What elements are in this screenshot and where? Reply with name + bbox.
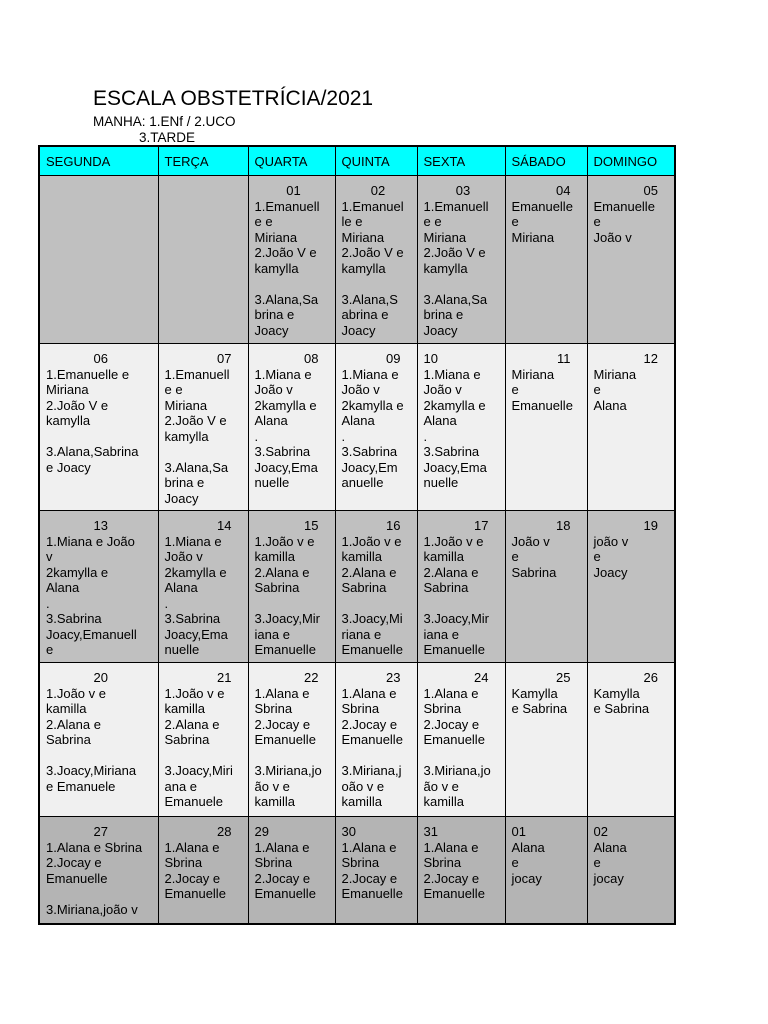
day-assignments: 1.Emanuell e e Miriana 2.João V e kamylla 3.Alana,Sa brina e Joacy bbox=[254, 198, 320, 338]
day-number: 09 bbox=[386, 351, 401, 366]
day-cell bbox=[158, 511, 248, 663]
day-cell bbox=[248, 344, 335, 511]
day-number: 30 bbox=[341, 824, 356, 839]
day-cell bbox=[39, 817, 158, 924]
day-cell bbox=[587, 176, 675, 344]
day-cell bbox=[417, 663, 505, 817]
day-cell bbox=[505, 817, 587, 924]
day-assignments: 1.Emanuell e e Miriana 2.João V e kamylla 3.Alana,Sa brina e Joacy bbox=[423, 198, 489, 338]
day-assignments: 1.Alana e Sbrina 2.Jocay e Emanuelle bbox=[423, 839, 485, 901]
day-cell bbox=[335, 176, 417, 344]
page-title: ESCALA OBSTETRÍCIA/2021 bbox=[93, 87, 374, 110]
day-number: 14 bbox=[217, 518, 232, 533]
day-cell bbox=[158, 663, 248, 817]
day-number: 20 bbox=[93, 670, 108, 685]
day-number: 04 bbox=[556, 183, 571, 198]
legend-line-2: 3.TARDE bbox=[139, 130, 196, 145]
week-row bbox=[39, 176, 675, 344]
day-number: 26 bbox=[643, 670, 658, 685]
weekday-header-row bbox=[39, 146, 675, 176]
day-cell bbox=[417, 511, 505, 663]
day-number: 02 bbox=[370, 183, 386, 198]
day-assignments: 1.Alana e Sbrina 2.Jocay e Emanuelle 3.Miriana,jo ão v e kamilla bbox=[423, 685, 491, 809]
day-number: 05 bbox=[643, 183, 658, 198]
day-number: 19 bbox=[643, 518, 658, 533]
header-segunda: SEGUNDA bbox=[39, 146, 158, 176]
header-sexta: SEXTA bbox=[417, 146, 505, 176]
header-domingo: DOMINGO bbox=[587, 146, 675, 176]
day-assignments: 1.João v e kamilla 2.Alana e Sabrina 3.Joacy,Mi riana e Emanuelle bbox=[341, 533, 403, 657]
day-assignments: 1.João v e kamilla 2.Alana e Sabrina 3.Joacy,Miriana e Emanuele bbox=[46, 685, 137, 794]
day-assignments: 1.Alana e Sbrina 2.Jocay e Emanuelle bbox=[164, 839, 226, 901]
schedule-table bbox=[38, 145, 676, 925]
header-quarta: QUARTA bbox=[248, 146, 335, 176]
day-assignments: 1.Alana e Sbrina 2.Jocay e Emanuelle 3.Miriana,jo ão v e kamilla bbox=[254, 685, 322, 809]
day-number: 10 bbox=[423, 351, 438, 366]
day-number: 18 bbox=[556, 518, 571, 533]
legend-line-1: MANHA: 1.ENf / 2.UCO bbox=[93, 114, 236, 129]
day-cell bbox=[248, 176, 335, 344]
day-cell bbox=[39, 663, 158, 817]
day-assignments: 1.Miana e João v 2kamylla e Alana . 3.Sabrina Joacy,Em anuelle bbox=[341, 366, 404, 490]
day-number: 25 bbox=[556, 670, 571, 685]
day-cell bbox=[587, 511, 675, 663]
day-number: 11 bbox=[557, 351, 571, 366]
day-assignments: 1.Alana e Sbrina 2.Jocay e Emanuelle bbox=[254, 839, 316, 901]
day-cell bbox=[158, 817, 248, 924]
day-number: 24 bbox=[474, 670, 489, 685]
day-number: 16 bbox=[386, 518, 401, 533]
day-number: 01 bbox=[286, 183, 301, 198]
day-assignments: 1.João v e kamilla 2.Alana e Sabrina 3.Joacy,Mir iana e Emanuelle bbox=[254, 533, 320, 657]
week-row bbox=[39, 663, 675, 817]
day-assignments: Emanuelle e Miriana bbox=[511, 198, 573, 245]
day-cell bbox=[505, 176, 587, 344]
day-cell bbox=[417, 176, 505, 344]
day-cell bbox=[505, 663, 587, 817]
day-number: 22 bbox=[304, 670, 319, 685]
day-assignments: 1.Miana e João v 2kamylla e Alana . 3.Sabrina Joacy,Ema nuelle bbox=[164, 533, 228, 657]
day-cell bbox=[505, 344, 587, 511]
header-terca: TERÇA bbox=[158, 146, 248, 176]
day-number: 12 bbox=[643, 351, 658, 366]
day-number: 13 bbox=[93, 518, 108, 533]
day-number: 01 bbox=[511, 824, 526, 839]
header-quinta: QUINTA bbox=[335, 146, 417, 176]
day-assignments: Kamylla e Sabrina bbox=[511, 685, 568, 716]
day-cell bbox=[505, 511, 587, 663]
day-cell bbox=[248, 511, 335, 663]
day-number: 07 bbox=[217, 351, 232, 366]
day-assignments: 1.Alana e Sbrina 2.Jocay e Emanuelle 3.Miriana,joão v bbox=[46, 839, 143, 917]
day-cell bbox=[587, 663, 675, 817]
day-assignments: Miriana e Emanuelle bbox=[511, 366, 573, 413]
day-assignments: 1.Emanuell e e Miriana 2.João V e kamylla 3.Alana,Sa brina e Joacy bbox=[164, 366, 230, 506]
day-assignments: 1.Emanuel le e Miriana 2.João V e kamylla 3.Alana,S abrina e Joacy bbox=[341, 198, 404, 338]
day-cell bbox=[335, 817, 417, 924]
day-cell bbox=[587, 817, 675, 924]
day-cell bbox=[417, 817, 505, 924]
day-assignments: Alana e jocay bbox=[593, 839, 627, 886]
day-number: 21 bbox=[217, 670, 232, 685]
day-cell bbox=[335, 344, 417, 511]
day-assignments: 1.Alana e Sbrina 2.Jocay e Emanuelle bbox=[341, 839, 403, 901]
day-cell bbox=[39, 511, 158, 663]
day-cell bbox=[39, 344, 158, 511]
day-number: 03 bbox=[455, 183, 471, 198]
header-sabado: SÁBADO bbox=[505, 146, 587, 176]
day-assignments: Kamylla e Sabrina bbox=[593, 685, 650, 716]
day-cell bbox=[248, 663, 335, 817]
day-number: 29 bbox=[254, 824, 269, 839]
week-row bbox=[39, 817, 675, 924]
day-number: 23 bbox=[386, 670, 401, 685]
day-assignments: Miriana e Alana bbox=[593, 366, 637, 413]
day-assignments: 1.João v e kamilla 2.Alana e Sabrina 3.Joacy,Mir iana e Emanuelle bbox=[423, 533, 489, 657]
day-number: 31 bbox=[423, 824, 438, 839]
day-assignments: 1.Emanuelle e Miriana 2.João V e kamylla 3.Alana,Sabrina e Joacy bbox=[46, 366, 139, 475]
day-cell bbox=[158, 344, 248, 511]
day-cell bbox=[417, 344, 505, 511]
day-cell bbox=[587, 344, 675, 511]
day-cell bbox=[335, 511, 417, 663]
day-assignments: 1.Miana e João v 2kamylla e Alana . 3.Sabrina Joacy,Ema nuelle bbox=[423, 366, 487, 490]
day-number: 27 bbox=[93, 824, 108, 839]
day-number: 08 bbox=[304, 351, 319, 366]
day-cell bbox=[158, 176, 248, 344]
day-assignments: 1.Miana e João v 2kamylla e Alana . 3.Sabrina Joacy,Emanuell e bbox=[46, 533, 137, 657]
day-assignments: joão v e Joacy bbox=[593, 533, 629, 580]
day-assignments: Emanuelle e João v bbox=[593, 198, 655, 245]
day-cell bbox=[335, 663, 417, 817]
week-row bbox=[39, 511, 675, 663]
day-number: 15 bbox=[304, 518, 319, 533]
day-number: 17 bbox=[474, 518, 489, 533]
day-number: 28 bbox=[217, 824, 232, 839]
day-assignments: 1.João v e kamilla 2.Alana e Sabrina 3.Joacy,Miri ana e Emanuele bbox=[164, 685, 233, 809]
day-number: 06 bbox=[93, 351, 108, 366]
day-cell bbox=[39, 176, 158, 344]
day-cell bbox=[248, 817, 335, 924]
day-assignments: 1.Alana e Sbrina 2.Jocay e Emanuelle 3.Miriana,j oão v e kamilla bbox=[341, 685, 403, 809]
day-number: 02 bbox=[593, 824, 608, 839]
day-assignments: 1.Miana e João v 2kamylla e Alana . 3.Sabrina Joacy,Ema nuelle bbox=[254, 366, 318, 490]
day-assignments: João v e Sabrina bbox=[511, 533, 557, 580]
day-assignments: Alana e jocay bbox=[511, 839, 545, 886]
week-row bbox=[39, 344, 675, 511]
